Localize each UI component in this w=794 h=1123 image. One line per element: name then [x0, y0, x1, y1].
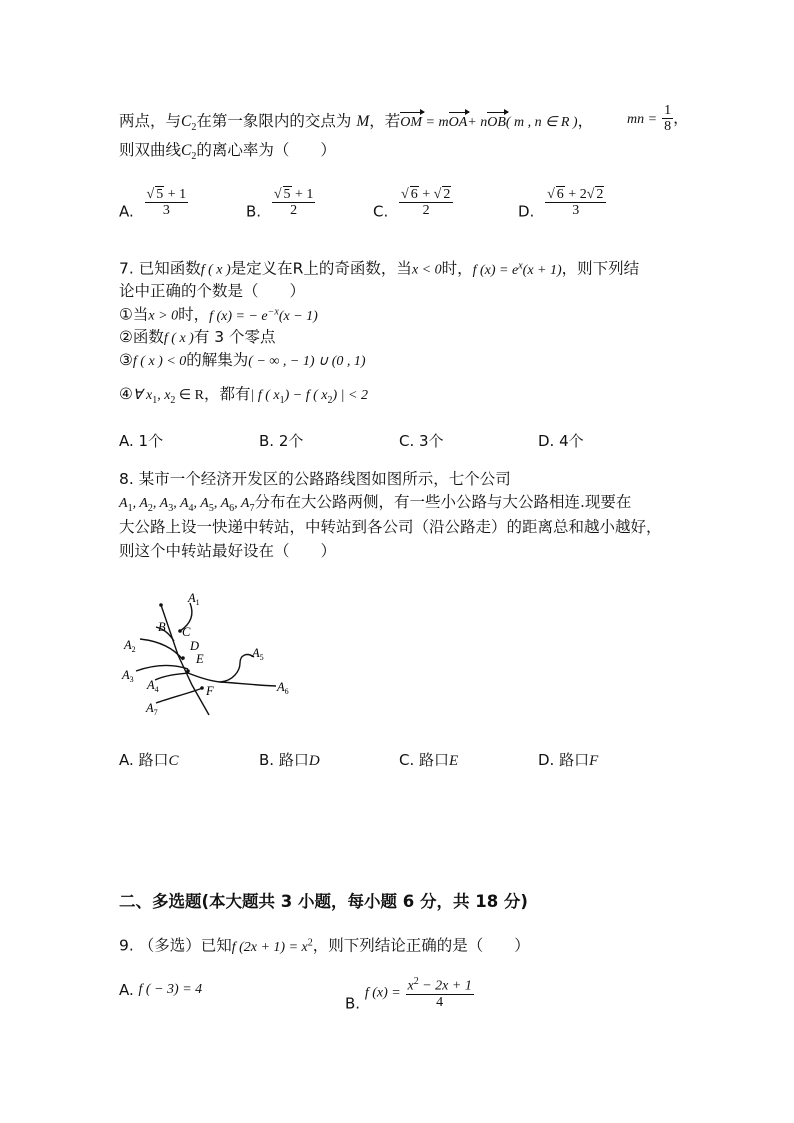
- label-a1: $A_1$: [188, 591, 200, 607]
- q7-statement-2: ②函数f ( x )有 3 个零点: [119, 328, 276, 346]
- point-m: M: [356, 113, 370, 130]
- label-f: F: [206, 684, 214, 698]
- section-heading-multiple-choice: 二、多选题(本大题共 3 小题，每小题 6 分，共 18 分): [119, 892, 528, 911]
- q7-line1: 7. 已知函数f ( x )是定义在R上的奇函数，当x < 0时，f $(x) = e^x(x + 1)$，则下列结: [119, 259, 640, 278]
- label-e: E: [196, 652, 204, 666]
- q8-line2: $A_1$, $A_2$, $A_3$, $A_4$, $A_5$, $A_6$, $A_7$分布在大公路两侧，有一些小公路与大公路相连.现要在: [119, 493, 632, 514]
- label-a2: $A_2$: [124, 638, 136, 654]
- q7-option-b[interactable]: B. 2个: [259, 432, 304, 450]
- company-list: $A_1$, $A_2$, $A_3$, $A_4$, $A_5$, $A_6$, $A_7$: [119, 496, 255, 514]
- q7-statement-1: ①当x > 0时，f (x) = − $e^{-x}(x - 1)$: [119, 305, 318, 324]
- q9-option-b[interactable]: B. f (x) = $\frac{x^2 - 2x + 1}{4}$: [345, 976, 472, 1013]
- q7-line2: 论中正确的个数是（ ）: [119, 282, 306, 300]
- road-a7: [156, 688, 203, 703]
- road-a4: [155, 673, 189, 680]
- label-a4: $A_4$: [147, 678, 159, 694]
- q8-line3: 大公路上设一快递中转站，中转站到各公司（沿公路走）的距离总和越小越好，: [119, 518, 662, 536]
- q7-option-d[interactable]: D. 4个: [538, 432, 584, 450]
- road-a6: [220, 682, 276, 686]
- mn-condition: mn = $\frac{1}{8}$ ，: [627, 103, 689, 134]
- label-a5: $A_5$: [252, 646, 264, 662]
- q7-option-c[interactable]: C. 3个: [399, 432, 444, 450]
- label-a7: $A_7$: [146, 701, 158, 717]
- q6-line2: 则双曲线$C_2$的离心率为（ ）: [119, 141, 336, 163]
- road-map-figure: [118, 585, 303, 725]
- q6-option-a[interactable]: A. $\frac{√ 5 + 1}{3}$: [119, 187, 187, 221]
- q7-statement-3: ③f ( x ) < 0的解集为( − ∞ , − 1) ∪ (0 , 1): [119, 351, 366, 369]
- q8-line1: 8. 某市一个经济开发区的公路路线图如图所示，七个公司: [119, 470, 511, 488]
- label-a6: $A_6$: [277, 680, 289, 696]
- junction-dot: [159, 603, 163, 607]
- q8-option-b[interactable]: B. 路口D: [259, 751, 320, 769]
- road-a3: [136, 665, 188, 671]
- junction-dot: [186, 669, 190, 673]
- junction-dot: [200, 686, 204, 690]
- q7-statement-4: ④∀ $x_1$, $x_2$ ∈ R，都有| f ( $x_1) - f$ ( $x_2$) | < 2: [119, 385, 368, 406]
- q6-option-b[interactable]: B. $\frac{√ 5 + 1}{2}$: [246, 187, 314, 221]
- junction-dot: [181, 656, 185, 660]
- q7-option-a[interactable]: A. 1个: [119, 432, 164, 450]
- q8-line4: 则这个中转站最好设在（ ）: [119, 542, 337, 560]
- q8-option-c[interactable]: C. 路口E: [399, 751, 459, 769]
- vector-equation: OM = mOA+ nOB( m , n ∈ R ): [400, 115, 577, 130]
- label-a3: $A_3$: [122, 668, 134, 684]
- label-b: B: [158, 620, 166, 634]
- q6-line1: 两点，与$C_2$在第一象限内的交点为 M，若OM = mOA+ nOB( m , n ∈ R )，: [119, 112, 594, 134]
- q9-option-a[interactable]: A. f ( − 3) = 4: [119, 981, 203, 999]
- c2-symbol: $C_2$: [181, 113, 197, 134]
- q8-option-d[interactable]: D. 路口F: [538, 751, 599, 769]
- q8-option-a[interactable]: A. 路口C: [119, 751, 179, 769]
- label-d: D: [190, 639, 200, 653]
- label-c: C: [182, 625, 191, 639]
- q9-line1: 9. （多选）已知f $(2x + 1) = x^2$，则下列结论正确的是（ ）: [119, 936, 530, 955]
- q6-option-d[interactable]: D. $\frac{√ 6 + 2√ 2}{3}$: [518, 186, 606, 221]
- q6-option-c[interactable]: C. $\frac{√ 6 + √ 2}{2}$: [373, 186, 453, 221]
